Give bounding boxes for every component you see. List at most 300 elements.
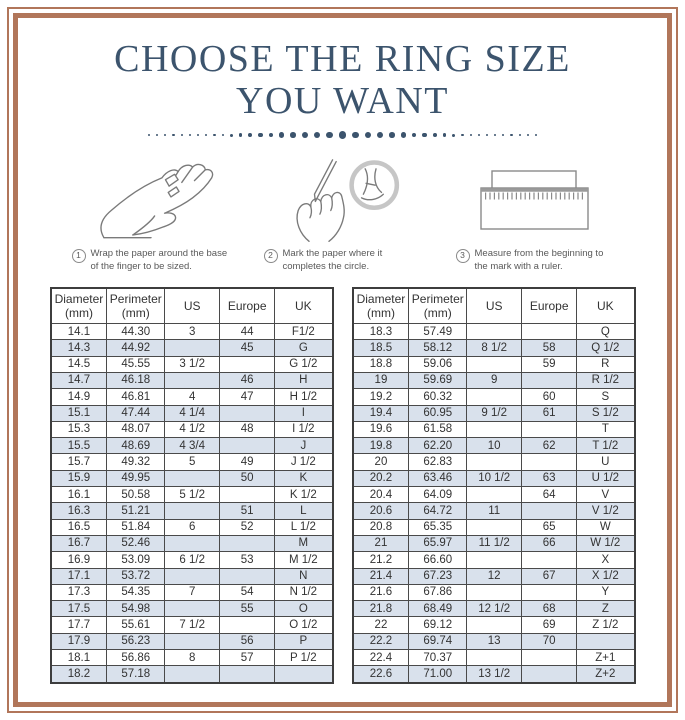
table-cell: 13 <box>467 633 522 649</box>
table-row <box>51 324 333 340</box>
table-cell <box>467 617 522 633</box>
table-cell: Q <box>577 324 635 340</box>
table-cell: O <box>275 601 333 617</box>
table-cell: 66.60 <box>409 552 467 568</box>
divider-dot <box>502 134 504 136</box>
divider-dot <box>412 133 417 138</box>
table-cell: 48 <box>220 421 275 437</box>
table-cell: 44 <box>220 324 275 340</box>
table-cell <box>522 650 577 666</box>
table-cell: 21.4 <box>353 568 409 584</box>
table-cell <box>522 666 577 683</box>
table-cell: 59.69 <box>409 372 467 388</box>
header-row <box>51 288 333 324</box>
table-cell: 22.2 <box>353 633 409 649</box>
divider-dot <box>172 134 174 136</box>
table-cell <box>165 601 220 617</box>
table-cell <box>522 503 577 519</box>
hand-mark-pencil-icon <box>279 158 407 244</box>
table-cell: 53.09 <box>107 552 165 568</box>
table-cell: T <box>577 421 635 437</box>
table-cell <box>467 454 522 470</box>
divider-dot <box>478 134 480 136</box>
divider-dot <box>510 134 512 136</box>
table-cell: 19.4 <box>353 405 409 421</box>
table-cell: 16.5 <box>51 519 107 535</box>
table-cell <box>522 584 577 600</box>
table-cell: I <box>275 405 333 421</box>
table-cell: 58.12 <box>409 340 467 356</box>
divider-dot <box>377 132 383 138</box>
table-cell: 45 <box>220 340 275 356</box>
divider-dot <box>156 134 158 136</box>
table-cell: 15.7 <box>51 454 107 470</box>
column-header: Perimeter (mm) <box>409 288 467 324</box>
table-cell: 55 <box>220 601 275 617</box>
table-cell: 22.6 <box>353 666 409 683</box>
step-2-text: Mark the paper where it completes the circle. <box>282 248 383 272</box>
ruler-measure-icon <box>472 158 597 244</box>
table-cell: 6 <box>165 519 220 535</box>
table-cell <box>220 356 275 372</box>
table-cell: 54.35 <box>107 584 165 600</box>
table-cell: 51.21 <box>107 503 165 519</box>
table-cell: 62 <box>522 438 577 454</box>
table-cell <box>220 535 275 551</box>
table-cell: 18.1 <box>51 650 107 666</box>
table-cell: L 1/2 <box>275 519 333 535</box>
table-row <box>51 519 333 535</box>
step-1-number: 1 <box>72 249 86 263</box>
column-header: Europe <box>220 288 275 324</box>
table-cell: 15.9 <box>51 470 107 486</box>
divider-dot <box>443 133 446 136</box>
table-row <box>353 519 635 535</box>
decorative-border-inner <box>13 13 672 707</box>
table-cell: 14.9 <box>51 389 107 405</box>
table-cell: 15.5 <box>51 438 107 454</box>
table-cell <box>220 487 275 503</box>
table-cell: 44.92 <box>107 340 165 356</box>
table-cell: 18.3 <box>353 324 409 340</box>
table-cell: 61 <box>522 405 577 421</box>
table-cell: R 1/2 <box>577 372 635 388</box>
table-cell <box>467 519 522 535</box>
table-cell: P <box>275 633 333 649</box>
table-cell: 54 <box>220 584 275 600</box>
table-row <box>353 438 635 454</box>
table-cell: 17.1 <box>51 568 107 584</box>
table-cell: 17.3 <box>51 584 107 600</box>
table-cell: G 1/2 <box>275 356 333 372</box>
table-row <box>51 666 333 683</box>
table-cell: 69 <box>522 617 577 633</box>
divider-dot <box>269 133 274 138</box>
divider-dot <box>401 132 406 137</box>
column-header: Diameter (mm) <box>51 288 107 324</box>
table-cell: I 1/2 <box>275 421 333 437</box>
divider-dot <box>470 134 472 136</box>
table-cell: 16.1 <box>51 487 107 503</box>
table-row <box>51 405 333 421</box>
table-cell: 17.7 <box>51 617 107 633</box>
table-cell: Z 1/2 <box>577 617 635 633</box>
step-2-caption <box>264 248 422 273</box>
column-header: Diameter (mm) <box>353 288 409 324</box>
table-cell: Z <box>577 601 635 617</box>
table-cell: 20.8 <box>353 519 409 535</box>
table-cell: 62.83 <box>409 454 467 470</box>
table-cell: 15.3 <box>51 421 107 437</box>
ring-size-table-right <box>352 287 636 684</box>
table-cell: 51 <box>220 503 275 519</box>
table-cell <box>165 470 220 486</box>
table-cell <box>220 666 275 683</box>
table-cell <box>165 340 220 356</box>
table-row <box>51 340 333 356</box>
table-cell: J <box>275 438 333 454</box>
table-cell: 18.2 <box>51 666 107 683</box>
table-cell: 46 <box>220 372 275 388</box>
step-1-text: Wrap the paper around the base of the finger to be sized. <box>90 248 228 272</box>
table-cell: 4 <box>165 389 220 405</box>
table-cell: 7 1/2 <box>165 617 220 633</box>
table-cell <box>522 324 577 340</box>
table-cell: 44.30 <box>107 324 165 340</box>
divider-dot <box>535 134 537 136</box>
column-header: UK <box>275 288 333 324</box>
table-cell: 19.2 <box>353 389 409 405</box>
table-row <box>51 503 333 519</box>
table-cell: S 1/2 <box>577 405 635 421</box>
table-cell: 11 1/2 <box>467 535 522 551</box>
table-cell <box>165 633 220 649</box>
table-cell: 9 1/2 <box>467 405 522 421</box>
table-cell: W 1/2 <box>577 535 635 551</box>
table-row <box>51 421 333 437</box>
step-2-number: 2 <box>264 249 278 263</box>
table-cell: 4 1/4 <box>165 405 220 421</box>
table-cell: 57.18 <box>107 666 165 683</box>
table-row <box>353 568 635 584</box>
divider-dot <box>389 132 395 138</box>
table-cell: 57.49 <box>409 324 467 340</box>
divider-dot <box>422 133 426 137</box>
table-cell: Z+2 <box>577 666 635 683</box>
table-cell: 68.49 <box>409 601 467 617</box>
table-cell: 65.97 <box>409 535 467 551</box>
table-row <box>353 324 635 340</box>
table-row <box>51 584 333 600</box>
table-cell: 66 <box>522 535 577 551</box>
table-cell: G <box>275 340 333 356</box>
table-cell: O 1/2 <box>275 617 333 633</box>
hand-wrap-paper-icon <box>75 158 227 244</box>
divider-dot <box>365 132 371 138</box>
table-cell: 18.8 <box>353 356 409 372</box>
table-row <box>353 421 635 437</box>
table-cell: 71.00 <box>409 666 467 683</box>
divider-dot <box>352 132 359 139</box>
table-cell: 3 <box>165 324 220 340</box>
table-cell: L <box>275 503 333 519</box>
table-cell <box>165 503 220 519</box>
divider-dot <box>189 134 191 136</box>
table-cell <box>522 552 577 568</box>
table-cell: 56.86 <box>107 650 165 666</box>
step-3-text: Measure from the beginning to the mark with a ruler. <box>474 248 604 272</box>
table-cell: 52 <box>220 519 275 535</box>
table-cell <box>467 389 522 405</box>
table-cell: 52.46 <box>107 535 165 551</box>
table-cell: 67.23 <box>409 568 467 584</box>
table-cell: W <box>577 519 635 535</box>
page-title-line1: CHOOSE THE RING SIZE <box>114 38 571 80</box>
table-row <box>51 601 333 617</box>
table-cell: 4 1/2 <box>165 421 220 437</box>
table-cell: 56.23 <box>107 633 165 649</box>
divider-dot <box>248 133 252 137</box>
table-cell: 16.3 <box>51 503 107 519</box>
table-cell: X 1/2 <box>577 568 635 584</box>
table-cell: 59.06 <box>409 356 467 372</box>
step-1 <box>72 158 230 273</box>
table-row <box>353 617 635 633</box>
divider-dot <box>222 134 225 137</box>
table-cell: 60 <box>522 389 577 405</box>
table-cell: 11 <box>467 503 522 519</box>
table-cell <box>467 584 522 600</box>
table-cell: V <box>577 487 635 503</box>
table-cell: 64.72 <box>409 503 467 519</box>
table-cell: S <box>577 389 635 405</box>
table-cell: 48.69 <box>107 438 165 454</box>
decorative-border-outer <box>7 7 678 713</box>
table-cell: 49.95 <box>107 470 165 486</box>
table-cell: 60.32 <box>409 389 467 405</box>
table-cell: 45.55 <box>107 356 165 372</box>
table-cell: 10 <box>467 438 522 454</box>
table-cell: 21 <box>353 535 409 551</box>
table-row <box>353 487 635 503</box>
table-cell: N 1/2 <box>275 584 333 600</box>
table-cell: 16.9 <box>51 552 107 568</box>
table-cell: 9 <box>467 372 522 388</box>
table-cell: 46.18 <box>107 372 165 388</box>
table-cell: P 1/2 <box>275 650 333 666</box>
table-cell: U <box>577 454 635 470</box>
table-row <box>353 405 635 421</box>
table-row <box>51 372 333 388</box>
table-cell: 8 1/2 <box>467 340 522 356</box>
table-cell: 21.2 <box>353 552 409 568</box>
table-cell: Q 1/2 <box>577 340 635 356</box>
column-header: Perimeter (mm) <box>107 288 165 324</box>
table-cell: U 1/2 <box>577 470 635 486</box>
divider-dot <box>181 134 183 136</box>
table-cell: Z+1 <box>577 650 635 666</box>
table-cell: 21.6 <box>353 584 409 600</box>
divider-dot <box>486 134 488 136</box>
table-cell: 22 <box>353 617 409 633</box>
step-1-caption <box>72 248 230 273</box>
divider-dot <box>213 134 215 136</box>
divider-dot <box>239 133 242 136</box>
table-cell <box>275 666 333 683</box>
table-cell: V 1/2 <box>577 503 635 519</box>
divider-dot <box>314 132 320 138</box>
table-cell: 3 1/2 <box>165 356 220 372</box>
table-cell: 5 1/2 <box>165 487 220 503</box>
table-cell: 58 <box>522 340 577 356</box>
divider-dot <box>290 132 296 138</box>
divider-dot <box>230 134 233 137</box>
table-cell: F1/2 <box>275 324 333 340</box>
table-cell: 6 1/2 <box>165 552 220 568</box>
table-cell <box>220 617 275 633</box>
column-header: Europe <box>522 288 577 324</box>
divider-dot <box>148 134 150 136</box>
divider-dot <box>527 134 529 136</box>
table-cell <box>577 633 635 649</box>
table-row <box>51 487 333 503</box>
table-cell <box>467 650 522 666</box>
table-cell <box>522 372 577 388</box>
divider-dot <box>452 134 455 137</box>
step-2 <box>264 158 422 273</box>
table-cell: 19 <box>353 372 409 388</box>
table-cell: 5 <box>165 454 220 470</box>
table-cell: 18.5 <box>353 340 409 356</box>
table-row <box>353 340 635 356</box>
step-3-caption <box>456 248 614 273</box>
table-cell: 69.74 <box>409 633 467 649</box>
table-cell: X <box>577 552 635 568</box>
table-cell: N <box>275 568 333 584</box>
table-cell: 20.2 <box>353 470 409 486</box>
table-cell: 12 1/2 <box>467 601 522 617</box>
table-row <box>353 584 635 600</box>
divider-dot <box>197 134 199 136</box>
divider-dot <box>164 134 166 136</box>
table-cell: 49 <box>220 454 275 470</box>
header-row <box>353 288 635 324</box>
table-row <box>353 470 635 486</box>
table-row <box>353 633 635 649</box>
table-row <box>51 535 333 551</box>
table-cell: 56 <box>220 633 275 649</box>
table-cell: 22.4 <box>353 650 409 666</box>
table-cell: 63 <box>522 470 577 486</box>
table-row <box>353 601 635 617</box>
table-row <box>353 650 635 666</box>
table-cell <box>522 454 577 470</box>
table-cell: 63.46 <box>409 470 467 486</box>
table-row <box>51 552 333 568</box>
table-cell <box>522 421 577 437</box>
table-cell: 55.61 <box>107 617 165 633</box>
table-cell: 59 <box>522 356 577 372</box>
table-cell: 61.58 <box>409 421 467 437</box>
column-header: US <box>467 288 522 324</box>
table-cell: K <box>275 470 333 486</box>
table-row <box>353 552 635 568</box>
table-cell: 65 <box>522 519 577 535</box>
table-cell <box>467 356 522 372</box>
table-cell: 50.58 <box>107 487 165 503</box>
table-cell: 48.07 <box>107 421 165 437</box>
table-cell: 47.44 <box>107 405 165 421</box>
table-cell: 60.95 <box>409 405 467 421</box>
table-cell: 10 1/2 <box>467 470 522 486</box>
table-row <box>51 438 333 454</box>
ring-size-table-left <box>50 287 334 684</box>
table-row <box>51 356 333 372</box>
table-cell: J 1/2 <box>275 454 333 470</box>
divider-dot <box>433 133 437 137</box>
table-cell <box>165 372 220 388</box>
table-cell <box>220 405 275 421</box>
dotted-divider <box>148 130 537 140</box>
table-cell: M <box>275 535 333 551</box>
table-cell: 16.7 <box>51 535 107 551</box>
table-cell: 14.7 <box>51 372 107 388</box>
table-cell: 4 3/4 <box>165 438 220 454</box>
divider-dot <box>258 133 262 137</box>
instructions-row <box>72 158 614 273</box>
table-cell: M 1/2 <box>275 552 333 568</box>
table-cell: Y <box>577 584 635 600</box>
table-row <box>51 568 333 584</box>
table-cell <box>467 487 522 503</box>
table-cell: 51.84 <box>107 519 165 535</box>
table-cell: 14.1 <box>51 324 107 340</box>
table-row <box>51 617 333 633</box>
table-cell <box>220 568 275 584</box>
table-cell <box>165 666 220 683</box>
table-cell: 19.6 <box>353 421 409 437</box>
table-cell: 20 <box>353 454 409 470</box>
table-row <box>353 535 635 551</box>
table-cell: 21.8 <box>353 601 409 617</box>
table-cell <box>220 438 275 454</box>
table-cell: 17.9 <box>51 633 107 649</box>
table-cell: 67 <box>522 568 577 584</box>
table-cell: K 1/2 <box>275 487 333 503</box>
table-row <box>353 356 635 372</box>
page-title-line2: YOU WANT <box>236 80 449 122</box>
table-row <box>353 503 635 519</box>
table-cell: 20.6 <box>353 503 409 519</box>
divider-dot <box>339 131 346 138</box>
table-cell: 64 <box>522 487 577 503</box>
table-cell: 69.12 <box>409 617 467 633</box>
table-cell: 47 <box>220 389 275 405</box>
table-cell: 70.37 <box>409 650 467 666</box>
table-cell: 65.35 <box>409 519 467 535</box>
column-header: US <box>165 288 220 324</box>
table-cell <box>165 568 220 584</box>
table-row <box>353 372 635 388</box>
table-cell: 62.20 <box>409 438 467 454</box>
table-cell: 67.86 <box>409 584 467 600</box>
table-cell: 49.32 <box>107 454 165 470</box>
divider-dot <box>279 132 284 137</box>
table-row <box>51 650 333 666</box>
size-tables-row <box>50 287 636 684</box>
table-cell: 50 <box>220 470 275 486</box>
divider-dot <box>205 134 207 136</box>
